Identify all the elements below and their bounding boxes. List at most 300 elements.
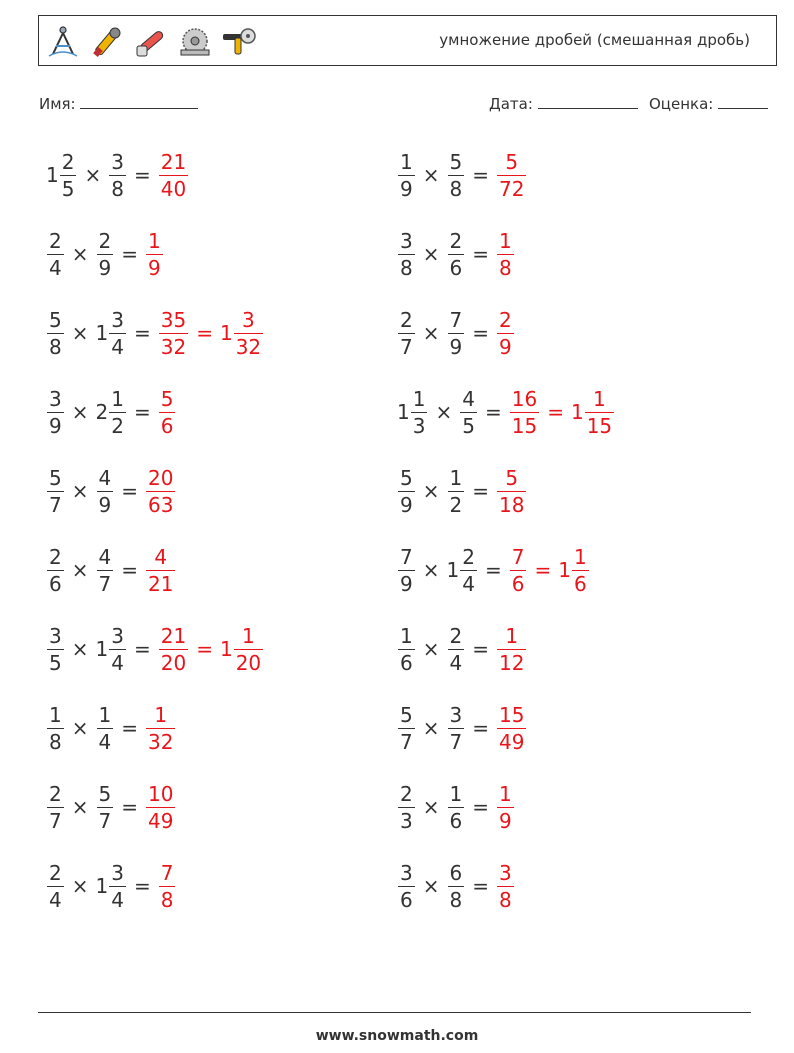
answer [509, 544, 590, 596]
grade-blank[interactable] [718, 94, 768, 109]
second-factor [447, 860, 466, 912]
times-sign: × [71, 321, 89, 345]
answer [496, 149, 527, 201]
problem-15 [46, 700, 176, 756]
denominator: 21 [148, 571, 174, 596]
numerator: 1 [412, 386, 426, 411]
worksheet-title: умножение дробей (смешанная дробь) [439, 31, 750, 49]
denominator: 49 [499, 729, 525, 754]
fraction [60, 149, 77, 201]
angle-grinder-icon [221, 24, 257, 60]
denominator: 9 [49, 413, 62, 438]
numerator: 1 [154, 702, 168, 727]
second-factor [459, 386, 478, 438]
second-factor [447, 781, 466, 833]
equals-sign: = [133, 321, 151, 345]
numerator: 2 [49, 860, 62, 885]
name-blank[interactable] [80, 94, 198, 109]
answer-fraction [497, 702, 526, 754]
problem-7 [46, 384, 176, 440]
fraction [398, 623, 415, 675]
numerator: 2 [49, 228, 62, 253]
denominator: 15 [586, 413, 613, 438]
answer-whole-part: 1 [570, 400, 584, 424]
equals-sign: = [133, 163, 151, 187]
equals-sign: = [121, 479, 138, 503]
answer-mixed-fraction [585, 386, 614, 438]
denominator: 20 [235, 650, 262, 675]
times-sign: × [422, 716, 440, 740]
answer-fraction [146, 228, 163, 280]
numerator: 3 [242, 307, 255, 332]
denominator: 9 [499, 334, 512, 359]
first-factor [397, 228, 416, 280]
fraction [398, 307, 415, 359]
denominator: 8 [49, 334, 62, 359]
denominator: 7 [449, 729, 463, 754]
denominator: 40 [160, 176, 187, 201]
fraction [448, 307, 465, 359]
numerator: 5 [49, 307, 62, 332]
denominator: 7 [49, 808, 62, 833]
numerator: 1 [449, 781, 463, 806]
answer-fraction [159, 623, 188, 675]
answer [496, 307, 515, 359]
second-factor [96, 465, 115, 517]
answer [145, 781, 176, 833]
numerator: 7 [160, 860, 174, 885]
denominator: 18 [499, 492, 525, 517]
answer [496, 781, 515, 833]
equals-sign: = [133, 400, 151, 424]
second-factor [95, 386, 127, 438]
answer-fraction [497, 228, 514, 280]
answer-mixed-fraction [234, 307, 263, 359]
numerator: 2 [400, 307, 413, 332]
answer [158, 623, 264, 675]
answer [145, 544, 176, 596]
grade-label: Оценка: [649, 95, 714, 113]
problem-2 [397, 147, 527, 203]
denominator: 3 [412, 413, 426, 438]
first-factor [397, 307, 416, 359]
first-factor [397, 544, 416, 596]
footer-url: www.snowmath.com [315, 1028, 479, 1044]
times-sign: × [422, 795, 440, 819]
denominator: 7 [98, 808, 112, 833]
numerator: 3 [111, 623, 124, 648]
fraction [398, 702, 415, 754]
answer [145, 228, 164, 280]
problem-9 [46, 463, 176, 519]
denominator: 8 [49, 729, 62, 754]
first-factor [397, 623, 416, 675]
denominator: 15 [511, 413, 538, 438]
answer-fraction [497, 781, 514, 833]
circular-saw-icon [177, 24, 213, 60]
first-factor [46, 307, 65, 359]
answer-fraction [159, 149, 188, 201]
answer [158, 386, 177, 438]
numerator: 4 [98, 465, 112, 490]
name-label: Имя: [39, 95, 76, 113]
denominator: 9 [499, 808, 512, 833]
numerator: 35 [160, 307, 187, 332]
denominator: 20 [160, 650, 187, 675]
problem-18 [397, 779, 515, 835]
first-factor [397, 860, 416, 912]
answer [496, 228, 515, 280]
numerator: 1 [400, 623, 413, 648]
name-field[interactable] [39, 94, 198, 113]
denominator: 6 [49, 571, 62, 596]
fraction [448, 623, 465, 675]
numerator: 1 [49, 702, 62, 727]
numerator: 21 [160, 623, 187, 648]
second-factor [96, 544, 115, 596]
times-sign: × [71, 479, 89, 503]
problem-20 [397, 858, 515, 914]
whole-part: 1 [46, 163, 59, 187]
denominator: 4 [98, 729, 112, 754]
times-sign: × [422, 479, 440, 503]
times-sign: × [71, 558, 89, 582]
denominator: 49 [148, 808, 174, 833]
denominator: 4 [49, 887, 62, 912]
first-factor [46, 386, 65, 438]
fraction [398, 781, 415, 833]
answer [496, 465, 527, 517]
numerator: 3 [111, 307, 124, 332]
denominator: 6 [160, 413, 174, 438]
equals-sign: = [472, 163, 489, 187]
fraction [97, 781, 114, 833]
second-factor [447, 702, 466, 754]
equals-sign: = [121, 558, 138, 582]
problem-1 [46, 147, 189, 203]
numerator: 6 [449, 860, 463, 885]
problem-11 [46, 542, 176, 598]
fraction [109, 386, 126, 438]
fraction [398, 544, 415, 596]
denominator: 7 [98, 571, 112, 596]
times-sign: × [71, 874, 89, 898]
equals-sign: = [121, 795, 138, 819]
denominator: 5 [61, 176, 75, 201]
numerator: 3 [449, 702, 463, 727]
second-factor [447, 149, 466, 201]
fraction [448, 228, 465, 280]
numerator: 3 [400, 228, 413, 253]
numerator: 5 [505, 149, 519, 174]
first-factor [46, 544, 65, 596]
fraction [448, 860, 465, 912]
numerator: 1 [505, 623, 519, 648]
denominator: 6 [400, 887, 413, 912]
date-field[interactable] [489, 94, 638, 113]
denominator: 4 [111, 887, 124, 912]
first-factor [46, 702, 65, 754]
equals-sign: = [472, 242, 489, 266]
first-factor [46, 149, 77, 201]
denominator: 8 [499, 255, 512, 280]
numerator: 1 [242, 623, 255, 648]
denominator: 32 [235, 334, 262, 359]
numerator: 5 [400, 702, 413, 727]
times-sign: × [71, 795, 89, 819]
whole-part: 2 [95, 400, 109, 424]
fraction [47, 860, 64, 912]
numerator: 2 [462, 544, 475, 569]
whole-part: 1 [397, 400, 410, 424]
worksheet-header [38, 15, 777, 66]
equals-sign: = [472, 716, 489, 740]
denominator: 9 [148, 255, 161, 280]
denominator: 3 [400, 808, 413, 833]
second-factor [447, 623, 466, 675]
second-factor [95, 307, 127, 359]
fraction [47, 623, 64, 675]
numerator: 5 [449, 149, 463, 174]
date-blank[interactable] [538, 94, 638, 109]
denominator: 8 [111, 176, 124, 201]
times-sign: × [422, 637, 440, 661]
problem-13 [46, 621, 264, 677]
tool-icons [45, 23, 257, 61]
numerator: 15 [499, 702, 525, 727]
denominator: 4 [111, 650, 124, 675]
answer-mixed-fraction [234, 623, 263, 675]
fraction [448, 702, 465, 754]
answer-fraction [510, 386, 539, 438]
equals-sign: = [133, 637, 151, 661]
denominator: 32 [148, 729, 174, 754]
whole-part: 1 [95, 321, 109, 345]
denominator: 5 [49, 650, 62, 675]
date-label: Дата: [489, 95, 533, 113]
times-sign: × [84, 163, 102, 187]
problem-8 [397, 384, 615, 440]
numerator: 4 [154, 544, 168, 569]
problem-3 [46, 226, 164, 282]
times-sign: × [422, 874, 440, 898]
first-factor [397, 386, 428, 438]
numerator: 21 [160, 149, 187, 174]
fraction [47, 465, 64, 517]
fraction [448, 149, 465, 201]
numerator: 1 [98, 702, 112, 727]
numerator: 1 [499, 781, 512, 806]
equals-sign: = [484, 558, 502, 582]
numerator: 7 [511, 544, 525, 569]
fraction [448, 781, 465, 833]
denominator: 2 [449, 492, 463, 517]
fraction [460, 544, 477, 596]
second-factor [447, 465, 466, 517]
times-sign: × [71, 637, 89, 661]
second-factor [96, 781, 115, 833]
answer-equals-sign: = [534, 558, 552, 582]
numerator: 2 [49, 544, 62, 569]
first-factor [397, 781, 416, 833]
numerator: 2 [499, 307, 512, 332]
denominator: 6 [573, 571, 587, 596]
numerator: 10 [148, 781, 174, 806]
fraction [97, 702, 114, 754]
fraction [47, 228, 64, 280]
numerator: 2 [400, 781, 413, 806]
numerator: 2 [49, 781, 62, 806]
second-factor [95, 623, 127, 675]
numerator: 2 [61, 149, 75, 174]
footer-divider [38, 1012, 751, 1013]
numerator: 5 [400, 465, 413, 490]
problem-5 [46, 305, 264, 361]
first-factor [46, 465, 65, 517]
equals-sign: = [472, 637, 489, 661]
answer-equals-sign: = [547, 400, 564, 424]
numerator: 2 [98, 228, 112, 253]
denominator: 8 [499, 887, 512, 912]
denominator: 6 [511, 571, 525, 596]
numerator: 16 [511, 386, 538, 411]
answer-fraction [497, 623, 526, 675]
denominator: 12 [499, 650, 525, 675]
first-factor [397, 465, 416, 517]
answer-fraction [159, 386, 176, 438]
problem-14 [397, 621, 527, 677]
answer [158, 307, 264, 359]
times-sign: × [71, 716, 89, 740]
numerator: 5 [49, 465, 62, 490]
fraction [47, 781, 64, 833]
denominator: 7 [400, 729, 413, 754]
numerator: 1 [111, 386, 124, 411]
fraction [47, 307, 64, 359]
denominator: 4 [49, 255, 62, 280]
first-factor [46, 781, 65, 833]
denominator: 9 [400, 176, 413, 201]
denominator: 72 [499, 176, 525, 201]
denominator: 9 [400, 492, 413, 517]
whole-part: 1 [446, 558, 460, 582]
numerator: 5 [505, 465, 519, 490]
fraction [47, 702, 64, 754]
numerator: 4 [98, 544, 112, 569]
numerator: 1 [148, 228, 161, 253]
problem-16 [397, 700, 527, 756]
first-factor [46, 860, 65, 912]
denominator: 6 [400, 650, 413, 675]
answer-fraction [146, 544, 175, 596]
second-factor [96, 702, 115, 754]
denominator: 7 [49, 492, 62, 517]
denominator: 6 [449, 808, 463, 833]
equals-sign: = [472, 321, 489, 345]
answer-fraction [159, 307, 188, 359]
numerator: 3 [49, 623, 62, 648]
numerator: 1 [573, 544, 587, 569]
whole-part: 1 [95, 874, 109, 898]
whole-part: 1 [95, 637, 109, 661]
fraction [47, 386, 64, 438]
fraction [398, 149, 415, 201]
answer [496, 702, 527, 754]
first-factor [46, 228, 65, 280]
denominator: 4 [449, 650, 463, 675]
answer-fraction [497, 465, 526, 517]
grade-field[interactable] [649, 94, 768, 113]
answer-whole-part: 1 [219, 321, 233, 345]
second-factor [96, 228, 115, 280]
numerator: 2 [449, 623, 463, 648]
times-sign: × [71, 242, 89, 266]
numerator: 1 [449, 465, 463, 490]
equals-sign: = [121, 242, 138, 266]
answer-fraction [497, 860, 514, 912]
numerator: 3 [499, 860, 512, 885]
denominator: 5 [462, 413, 475, 438]
numerator: 1 [593, 386, 606, 411]
answer-fraction [497, 149, 526, 201]
fraction [109, 149, 126, 201]
compass-icon [45, 24, 81, 60]
problem-4 [397, 226, 515, 282]
second-factor [95, 860, 127, 912]
times-sign: × [422, 242, 440, 266]
problem-6 [397, 305, 515, 361]
fraction [448, 465, 465, 517]
numerator: 2 [449, 228, 463, 253]
answer-fraction [146, 702, 175, 754]
equals-sign: = [121, 716, 138, 740]
answer-fraction [146, 781, 175, 833]
numerator: 1 [499, 228, 512, 253]
problem-12 [397, 542, 590, 598]
equals-sign: = [472, 795, 489, 819]
answer-whole-part: 1 [219, 637, 233, 661]
fraction [109, 307, 126, 359]
fraction [109, 623, 126, 675]
answer [158, 860, 177, 912]
times-sign: × [71, 400, 89, 424]
answer [158, 149, 189, 201]
second-factor [108, 149, 127, 201]
fraction [97, 544, 114, 596]
denominator: 9 [400, 571, 413, 596]
fraction [109, 860, 126, 912]
fraction [47, 544, 64, 596]
denominator: 9 [98, 255, 112, 280]
denominator: 2 [111, 413, 124, 438]
equals-sign: = [472, 874, 489, 898]
second-factor [447, 307, 466, 359]
answer [496, 623, 527, 675]
chainsaw-icon [133, 24, 169, 60]
numerator: 7 [400, 544, 413, 569]
problem-19 [46, 858, 176, 914]
numerator: 3 [49, 386, 62, 411]
wrench-icon [89, 24, 125, 60]
fraction [460, 386, 477, 438]
numerator: 4 [462, 386, 475, 411]
answer [496, 860, 515, 912]
denominator: 9 [98, 492, 112, 517]
fraction [411, 386, 428, 438]
numerator: 20 [148, 465, 174, 490]
fraction [398, 228, 415, 280]
fraction [97, 465, 114, 517]
